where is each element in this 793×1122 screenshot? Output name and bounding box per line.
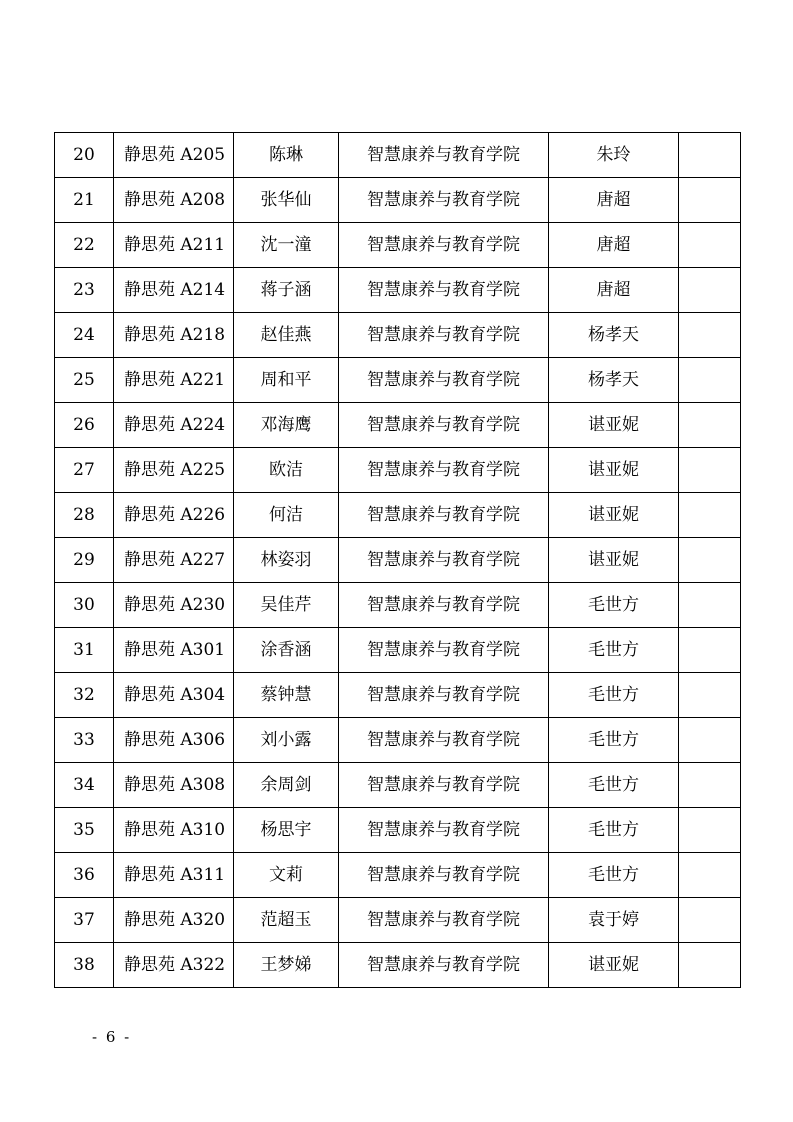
cell-teacher: 毛世方 [549,853,679,898]
cell-teacher: 袁于婷 [549,898,679,943]
cell-college: 智慧康养与教育学院 [339,403,549,448]
cell-student-name: 张华仙 [234,178,339,223]
cell-number: 28 [55,493,114,538]
cell-remark [679,628,741,673]
cell-student-name: 陈琳 [234,133,339,178]
cell-college: 智慧康养与教育学院 [339,583,549,628]
cell-college: 智慧康养与教育学院 [339,178,549,223]
cell-college: 智慧康养与教育学院 [339,538,549,583]
cell-number: 23 [55,268,114,313]
cell-teacher: 毛世方 [549,628,679,673]
page-number: - 6 - [92,1028,132,1046]
cell-student-name: 杨思宇 [234,808,339,853]
cell-room: 静思苑 A311 [114,853,234,898]
cell-college: 智慧康养与教育学院 [339,628,549,673]
cell-college: 智慧康养与教育学院 [339,223,549,268]
cell-number: 30 [55,583,114,628]
table-row [55,133,741,178]
cell-student-name: 文莉 [234,853,339,898]
cell-remark [679,493,741,538]
cell-teacher: 毛世方 [549,718,679,763]
cell-remark [679,763,741,808]
cell-teacher: 谌亚妮 [549,538,679,583]
cell-student-name: 周和平 [234,358,339,403]
cell-student-name: 欧洁 [234,448,339,493]
cell-number: 32 [55,673,114,718]
table-row [55,853,741,898]
dormitory-table [54,132,741,988]
cell-remark [679,223,741,268]
cell-teacher: 毛世方 [549,808,679,853]
cell-remark [679,178,741,223]
cell-student-name: 余周剑 [234,763,339,808]
cell-teacher: 杨孝天 [549,358,679,403]
cell-teacher: 杨孝天 [549,313,679,358]
cell-room: 静思苑 A214 [114,268,234,313]
cell-number: 26 [55,403,114,448]
table-row [55,403,741,448]
cell-room: 静思苑 A205 [114,133,234,178]
cell-teacher: 唐超 [549,268,679,313]
cell-student-name: 涂香涵 [234,628,339,673]
table-body [55,133,741,988]
table-row [55,763,741,808]
cell-college: 智慧康养与教育学院 [339,673,549,718]
cell-student-name: 吴佳芹 [234,583,339,628]
table-row [55,718,741,763]
cell-room: 静思苑 A301 [114,628,234,673]
cell-college: 智慧康养与教育学院 [339,718,549,763]
table-row [55,448,741,493]
cell-room: 静思苑 A304 [114,673,234,718]
table-row [55,313,741,358]
cell-student-name: 蔡钟慧 [234,673,339,718]
cell-number: 31 [55,628,114,673]
table-row [55,493,741,538]
cell-teacher: 唐超 [549,223,679,268]
cell-college: 智慧康养与教育学院 [339,493,549,538]
cell-room: 静思苑 A322 [114,943,234,988]
cell-teacher: 谌亚妮 [549,943,679,988]
cell-remark [679,718,741,763]
cell-college: 智慧康养与教育学院 [339,808,549,853]
cell-remark [679,808,741,853]
cell-teacher: 毛世方 [549,763,679,808]
table-row [55,673,741,718]
table-row [55,223,741,268]
cell-remark [679,673,741,718]
cell-teacher: 谌亚妮 [549,493,679,538]
cell-remark [679,268,741,313]
cell-student-name: 邓海鹰 [234,403,339,448]
table-row [55,943,741,988]
cell-college: 智慧康养与教育学院 [339,448,549,493]
cell-room: 静思苑 A221 [114,358,234,403]
cell-teacher: 唐超 [549,178,679,223]
cell-student-name: 林姿羽 [234,538,339,583]
cell-number: 21 [55,178,114,223]
cell-college: 智慧康养与教育学院 [339,358,549,403]
cell-number: 33 [55,718,114,763]
cell-room: 静思苑 A208 [114,178,234,223]
cell-room: 静思苑 A211 [114,223,234,268]
cell-teacher: 谌亚妮 [549,448,679,493]
table-row [55,358,741,403]
cell-college: 智慧康养与教育学院 [339,898,549,943]
cell-remark [679,133,741,178]
table-row [55,898,741,943]
cell-remark [679,313,741,358]
cell-college: 智慧康养与教育学院 [339,268,549,313]
cell-room: 静思苑 A225 [114,448,234,493]
cell-number: 20 [55,133,114,178]
table-row [55,268,741,313]
cell-student-name: 蒋子涵 [234,268,339,313]
cell-teacher: 谌亚妮 [549,403,679,448]
cell-remark [679,583,741,628]
cell-teacher: 毛世方 [549,583,679,628]
cell-teacher: 毛世方 [549,673,679,718]
cell-student-name: 沈一潼 [234,223,339,268]
cell-college: 智慧康养与教育学院 [339,943,549,988]
cell-student-name: 赵佳燕 [234,313,339,358]
cell-student-name: 王梦娣 [234,943,339,988]
cell-room: 静思苑 A308 [114,763,234,808]
cell-number: 29 [55,538,114,583]
cell-remark [679,403,741,448]
cell-room: 静思苑 A306 [114,718,234,763]
cell-room: 静思苑 A226 [114,493,234,538]
cell-remark [679,448,741,493]
cell-number: 24 [55,313,114,358]
cell-number: 35 [55,808,114,853]
cell-room: 静思苑 A224 [114,403,234,448]
cell-number: 37 [55,898,114,943]
table-row [55,178,741,223]
cell-number: 36 [55,853,114,898]
cell-number: 27 [55,448,114,493]
cell-remark [679,943,741,988]
table-row [55,808,741,853]
table-row [55,628,741,673]
cell-college: 智慧康养与教育学院 [339,313,549,358]
cell-room: 静思苑 A218 [114,313,234,358]
cell-remark [679,358,741,403]
cell-number: 38 [55,943,114,988]
cell-student-name: 何洁 [234,493,339,538]
cell-college: 智慧康养与教育学院 [339,853,549,898]
cell-college: 智慧康养与教育学院 [339,763,549,808]
cell-remark [679,853,741,898]
cell-room: 静思苑 A320 [114,898,234,943]
cell-remark [679,898,741,943]
cell-student-name: 刘小露 [234,718,339,763]
cell-remark [679,538,741,583]
cell-teacher: 朱玲 [549,133,679,178]
cell-number: 25 [55,358,114,403]
cell-college: 智慧康养与教育学院 [339,133,549,178]
cell-room: 静思苑 A230 [114,583,234,628]
cell-number: 22 [55,223,114,268]
table-row [55,538,741,583]
cell-student-name: 范超玉 [234,898,339,943]
cell-number: 34 [55,763,114,808]
cell-room: 静思苑 A310 [114,808,234,853]
cell-room: 静思苑 A227 [114,538,234,583]
table-row [55,583,741,628]
